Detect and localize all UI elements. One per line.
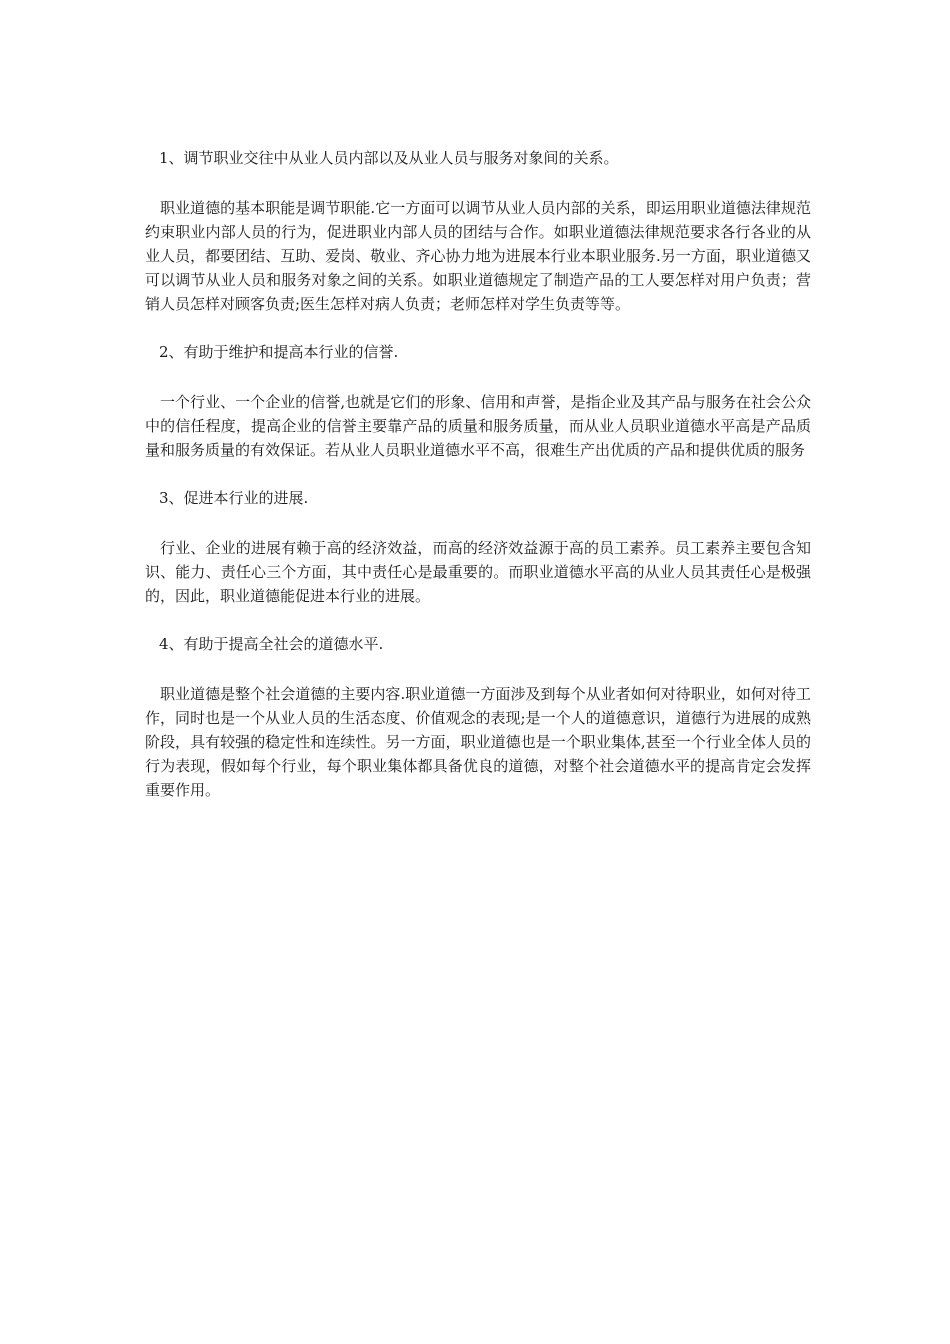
document-body bbox=[145, 146, 811, 826]
section-heading-4: 4、有助于提高全社会的道德水平. bbox=[159, 635, 384, 653]
section-heading-1: 1、调节职业交往中从业人员内部以及从业人员与服务对象间的关系。 bbox=[159, 149, 619, 167]
section-paragraph-1: 职业道德的基本职能是调节职能.它一方面可以调节从业人员内部的关系，即运用职业道德法律规范约束职业内部人员的行为，促进职业内部人员的团结与合作。如职业道德法律规范要求各行各业的从业人员，都要团结、互助、爱岗、敬业、齐心协力地为进展本行业本职业服务.另一方面，职业道德又可以调节从业人员和服务对象之间的关系。如职业道德规定了制造产品的工人要怎样对用户负责；营销人员怎样对顾客负责;医生怎样对病人负责；老师怎样对学生负责等等。 bbox=[145, 199, 811, 313]
section-paragraph-3: 行业、企业的进展有赖于高的经济效益，而高的经济效益源于高的员工素养。员工素养主要包含知识、能力、责任心三个方面，其中责任心是最重要的。而职业道德水平高的从业人员其责任心是极强的，因此，职业道德能促进本行业的进展。 bbox=[145, 539, 811, 605]
section-heading-2: 2、有助于维护和提高本行业的信誉. bbox=[159, 343, 399, 361]
section-paragraph-2: 一个行业、一个企业的信誉,也就是它们的形象、信用和声誉，是指企业及其产品与服务在社会公众中的信任程度，提高企业的信誉主要靠产品的质量和服务质量，而从业人员职业道德水平高是产品质量和服务质量的有效保证。若从业人员职业道德水平不高，很难生产出优质的产品和提供优质的服务 bbox=[145, 393, 811, 459]
section-heading-3: 3、促进本行业的进展. bbox=[159, 489, 309, 507]
section-paragraph-4: 职业道德是整个社会道德的主要内容.职业道德一方面涉及到每个从业者如何对待职业，如何对待工作，同时也是一个从业人员的生活态度、价值观念的表现;是一个人的道德意识，道德行为进展的成熟阶段，具有较强的稳定性和连续性。另一方面，职业道德也是一个职业集体,甚至一个行业全体人员的行为表现，假如每个行业，每个职业集体都具备优良的道德，对整个社会道德水平的提高肯定会发挥重要作用。 bbox=[145, 685, 811, 799]
